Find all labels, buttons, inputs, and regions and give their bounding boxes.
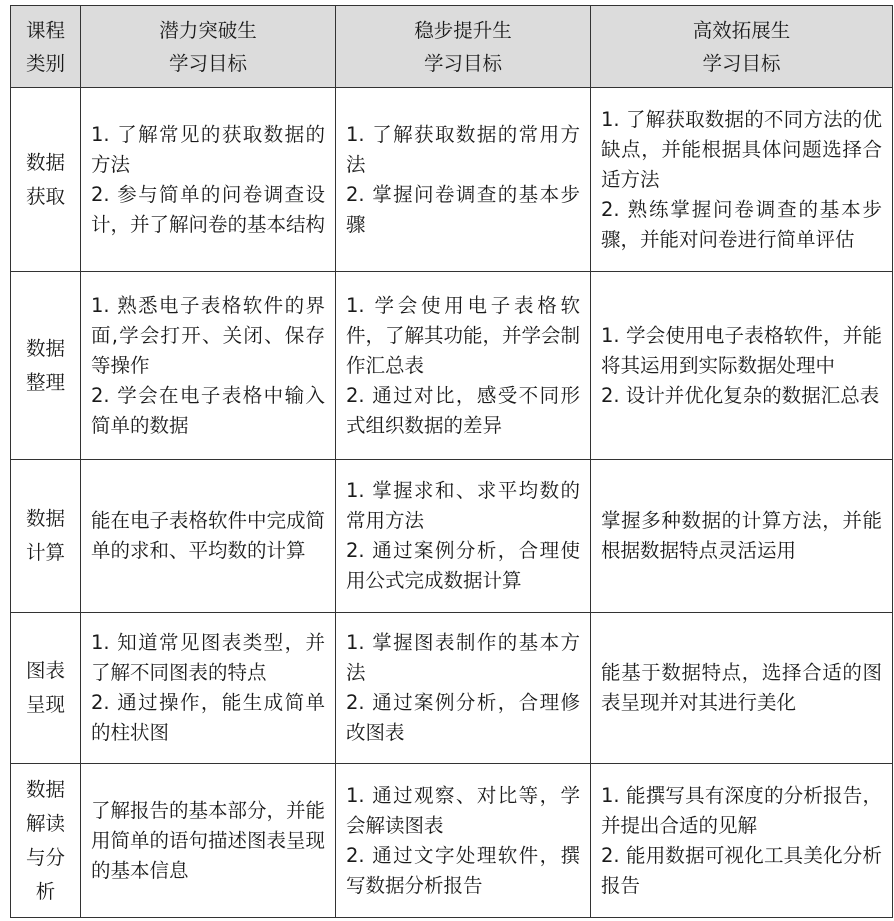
advanced-cell: [591, 764, 893, 918]
curriculum-objectives-table: [10, 5, 893, 918]
header-steady: [336, 6, 591, 88]
category-cell: [11, 764, 81, 918]
advanced-text: 1. 了解获取数据的不同方法的优缺点，并能根据具体问题选择合适方法 2. 熟练掌握问卷调查的基本步骤，并能对问卷进行简单评估: [601, 107, 882, 251]
category-cell: [11, 88, 81, 272]
steady-text: 1. 了解获取数据的常用方法 2. 掌握问卷调查的基本步骤: [346, 122, 580, 236]
table-header: [11, 6, 893, 88]
category-label: 数据 计算: [25, 507, 65, 564]
potential-text: 1. 知道常见图表类型，并了解不同图表的特点 2. 通过操作，能生成简单的柱状图: [91, 631, 325, 744]
potential-cell: [81, 88, 336, 272]
advanced-cell: [591, 272, 893, 460]
header-potential-label: 潜力突破生 学习目标: [159, 18, 257, 75]
advanced-cell: [591, 88, 893, 272]
category-label: 数据 获取: [25, 150, 65, 208]
potential-cell: [81, 272, 336, 460]
table-row: [11, 613, 893, 764]
category-label: 数据 解读 与分 析: [25, 777, 65, 903]
potential-cell: [81, 613, 336, 764]
category-cell: [11, 460, 81, 613]
potential-text: 能在电子表格软件中完成简单的求和、平均数的计算: [91, 509, 326, 562]
potential-cell: [81, 460, 336, 613]
steady-cell: [336, 613, 591, 764]
steady-text: 1. 通过观察、对比等，学会解读图表 2. 通过文字处理软件，撰写数据分析报告: [346, 783, 580, 897]
category-cell: [11, 613, 81, 764]
category-cell: [11, 272, 81, 460]
advanced-text: 1. 能撰写具有深度的分析报告，并提出合适的见解 2. 能用数据可视化工具美化分析报告: [601, 783, 882, 897]
header-advanced-label: 高效拓展生 学习目标: [692, 18, 791, 75]
potential-text: 了解报告的基本部分，并能用简单的语句描述图表呈现的基本信息: [91, 798, 326, 882]
steady-cell: [336, 460, 591, 613]
header-row: [11, 6, 893, 88]
table-row: [11, 272, 893, 460]
potential-text: 1. 熟悉电子表格软件的界面,学会打开、关闭、保存等操作 2. 学会在电子表格中输入简单的数据: [91, 293, 325, 437]
advanced-text: 1. 学会使用电子表格软件，并能将其运用到实际数据处理中 2. 设计并优化复杂的数据汇总表: [601, 323, 882, 407]
steady-cell: [336, 88, 591, 272]
category-label: 数据 整理: [25, 336, 65, 394]
header-advanced: [591, 6, 893, 88]
potential-cell: [81, 764, 336, 918]
header-category: [11, 6, 81, 88]
table-row: [11, 460, 893, 613]
table-row: [11, 764, 893, 918]
steady-cell: [336, 764, 591, 918]
potential-text: 1. 了解常见的获取数据的方法 2. 参与简单的问卷调查设计，并了解问卷的基本结构: [91, 122, 326, 236]
header-potential: [81, 6, 336, 88]
table-body: [11, 88, 893, 918]
steady-text: 1. 掌握求和、求平均数的常用方法 2. 通过案例分析，合理使用公式完成数据计算: [346, 479, 580, 592]
steady-text: 1. 掌握图表制作的基本方法 2. 通过案例分析，合理修改图表: [346, 631, 580, 744]
advanced-text: 掌握多种数据的计算方法，并能根据数据特点灵活运用: [601, 509, 882, 562]
category-label: 图表 呈现: [25, 659, 65, 716]
header-category-label: 课程 类别: [25, 18, 65, 75]
table-row: [11, 88, 893, 272]
header-steady-label: 稳步提升生 学习目标: [414, 18, 512, 75]
steady-text: 1. 学会使用电子表格软件，了解其功能，并学会制作汇总表 2. 通过对比，感受不同形式组织数据的差异: [346, 293, 581, 437]
steady-cell: [336, 272, 591, 460]
advanced-text: 能基于数据特点，选择合适的图表呈现并对其进行美化: [601, 661, 882, 714]
advanced-cell: [591, 460, 893, 613]
advanced-cell: [591, 613, 893, 764]
